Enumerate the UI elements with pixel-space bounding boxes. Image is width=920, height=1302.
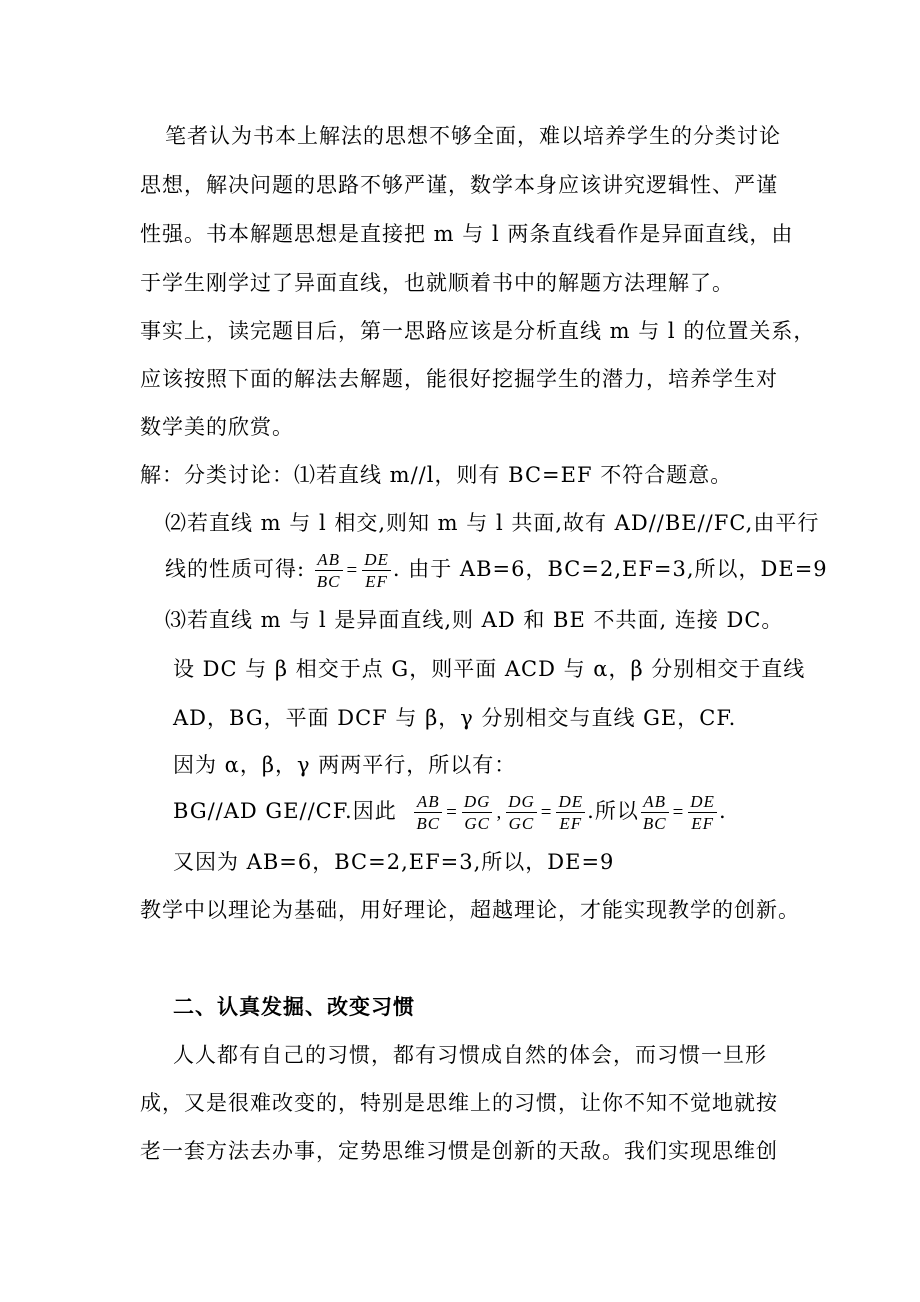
denominator: GC (508, 814, 535, 833)
solution-step1: 设 DC 与 β 相交于点 G，则平面 ACD 与 α，β 分别相交于直线 (173, 657, 806, 681)
solution-step3: 因为 α，β，γ 两两平行，所以有： (173, 753, 517, 777)
denominator: BC (642, 814, 667, 833)
solution-step2: AD，BG，平面 DCF 与 β，γ 分别相交与直线 GE，CF. (173, 706, 737, 730)
denominator: BC (316, 572, 341, 591)
fraction-ab-bc (414, 792, 442, 833)
numerator: AB (641, 792, 669, 813)
case2-prefix: 线的性质可得: (165, 557, 306, 581)
equals-sign: = (446, 802, 458, 823)
fraction-ab-bc (315, 550, 343, 591)
numerator: DG (463, 792, 491, 811)
section-heading: 二、认真发掘、改变习惯 (173, 995, 415, 1019)
equals-sign: = (346, 560, 359, 581)
equals-sign: = (540, 802, 553, 823)
step4-prefix: BG//AD GE//CF.因此 (173, 799, 397, 823)
section2-line3: 老一套方法去办事，定势思维习惯是创新的天敌。我们实现思维创 (140, 1139, 778, 1163)
para2-line3: 数学美的欣赏。 (140, 415, 294, 439)
numerator: AB (315, 550, 343, 571)
para1-line3: 性强。书本解题思想是直接把 m 与 l 两条直线看作是异面直线，由 (140, 222, 794, 246)
denominator: GC (464, 814, 490, 833)
conclusion: 教学中以理论为基础，用好理论，超越理论，才能实现教学的创新。 (140, 898, 800, 922)
para2-line1: 事实上，读完题目后，第一思路应该是分析直线 m 与 l 的位置关系， (140, 319, 816, 343)
para1-line2: 思想，解决问题的思路不够严谨，数学本身应该讲究逻辑性、严谨 (140, 173, 778, 197)
para1-line1: 笔者认为书本上解法的思想不够全面，难以培养学生的分类讨论 (165, 124, 781, 148)
section2-line1: 人人都有自己的习惯，都有习惯成自然的体会，而习惯一旦形 (173, 1043, 767, 1067)
para2-line2: 应该按照下面的解法去解题，能很好挖掘学生的潜力，培养学生对 (140, 367, 778, 391)
numerator: DE (364, 550, 389, 569)
denominator: BC (416, 814, 441, 833)
solution-step4 (173, 788, 727, 834)
solution-step5: 又因为 AB=6，BC=2,EF=3,所以，DE=9 (173, 850, 615, 874)
fraction-dg-gc (506, 792, 537, 833)
numerator: DG (508, 792, 535, 811)
para1-line4: 于学生刚学过了异面直线，也就顺着书中的解题方法理解了。 (140, 271, 734, 295)
denominator: EF (691, 814, 714, 833)
comma: , (496, 802, 503, 823)
denominator: EF (559, 814, 583, 833)
fraction-de-ef (556, 792, 585, 833)
step4-mid: .所以 (587, 799, 639, 823)
equals-sign: = (672, 802, 685, 823)
case2-suffix: . 由于 AB=6，BC=2,EF=3,所以，DE=9 (392, 557, 828, 581)
fraction-ab-bc (641, 792, 669, 833)
fraction-de-ef (362, 550, 391, 591)
section2-line2: 成，又是很难改变的，特别是思维上的习惯，让你不知不觉地就按 (140, 1091, 778, 1115)
solution-case3: ⑶若直线 m 与 l 是异面直线,则 AD 和 BE 不共面, 连接 DC。 (165, 608, 784, 632)
solution-case2-line2 (165, 547, 828, 591)
fraction-dg-gc (462, 792, 493, 833)
fraction-de-ef (688, 792, 717, 833)
numerator: AB (414, 792, 442, 813)
solution-case2-line1: ⑵若直线 m 与 l 相交,则知 m 与 l 共面,故有 AD//BE//FC,由平行 (165, 511, 820, 535)
step4-end: . (718, 799, 727, 823)
solution-case1: 解：分类讨论：⑴若直线 m//l，则有 BC=EF 不符合题意。 (140, 463, 733, 487)
numerator: DE (690, 792, 715, 811)
numerator: DE (558, 792, 584, 811)
denominator: EF (365, 572, 388, 591)
